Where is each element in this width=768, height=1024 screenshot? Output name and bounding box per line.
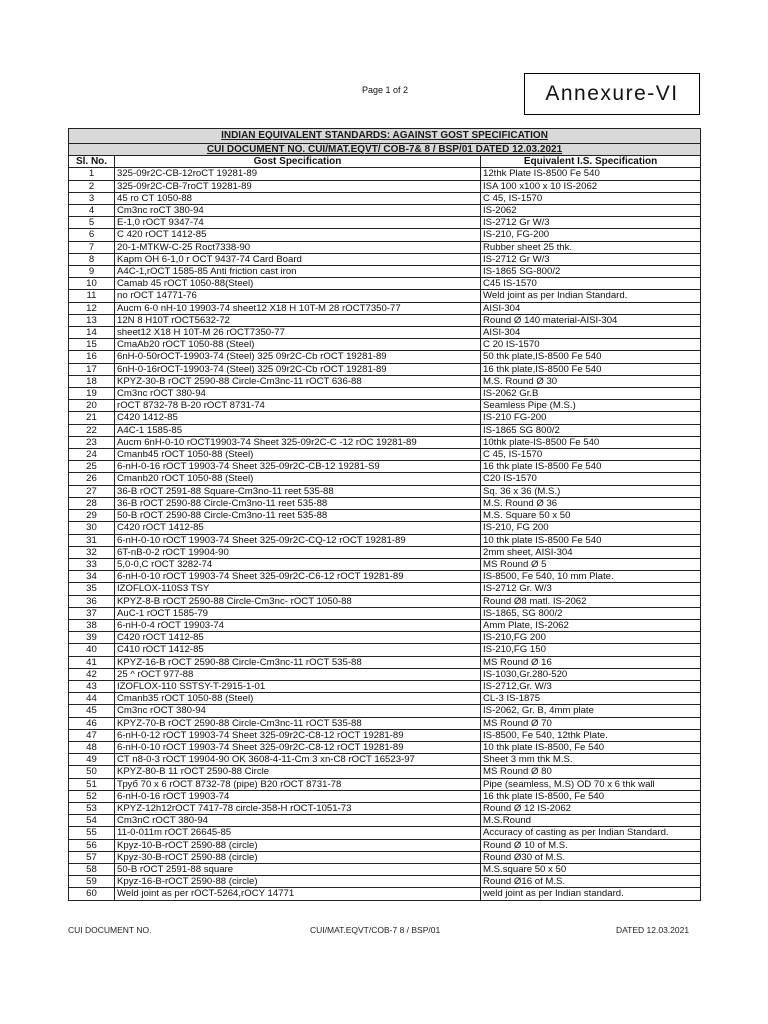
- is-spec-cell: MS Round Ø 16: [481, 656, 701, 668]
- gost-spec-cell: 6T-nB-0-2 rOCT 19904-90: [115, 546, 481, 558]
- sl-no-cell: 6: [69, 229, 115, 241]
- sl-no-cell: 44: [69, 693, 115, 705]
- is-spec-cell: C20 IS-1570: [481, 473, 701, 485]
- sl-no-cell: 37: [69, 607, 115, 619]
- table-row: [69, 668, 701, 680]
- sl-no-cell: 50: [69, 766, 115, 778]
- table-title: INDIAN EQUIVALENT STANDARDS: AGAINST GOST SPECIFICATION: [69, 129, 701, 144]
- sl-no-cell: 19: [69, 388, 115, 400]
- gost-spec-cell: 6-nH-0-10 rOCT 19903-74 Sheet 325-09r2C-CQ-12 rOCT 19281-89: [115, 534, 481, 546]
- sl-no-cell: 2: [69, 180, 115, 192]
- gost-spec-cell: Cmanb20 rOCT 1050-88 (Steel): [115, 473, 481, 485]
- is-spec-cell: ISA 100 x100 x 10 IS-2062: [481, 180, 701, 192]
- header-sl-no: Sl. No.: [69, 156, 115, 168]
- is-spec-cell: Sq. 36 x 36 (M.S.): [481, 485, 701, 497]
- gost-spec-cell: C 420 rOCT 1412-85: [115, 229, 481, 241]
- table-row: [69, 217, 701, 229]
- table-row: [69, 619, 701, 631]
- table-row: [69, 693, 701, 705]
- header-gost-spec: Gost Specification: [115, 156, 481, 168]
- sl-no-cell: 31: [69, 534, 115, 546]
- sl-no-cell: 48: [69, 741, 115, 753]
- table-row: [69, 290, 701, 302]
- sl-no-cell: 57: [69, 851, 115, 863]
- is-spec-cell: 10thk plate-IS-8500 Fe 540: [481, 436, 701, 448]
- sl-no-cell: 8: [69, 253, 115, 265]
- gost-spec-cell: 325-09r2C-CB-7roCT 19281-89: [115, 180, 481, 192]
- gost-spec-cell: 6nH-0-16rOCT-19903-74 (Steel) 325 09r2C-Cb rOCT 19281-89: [115, 363, 481, 375]
- is-spec-cell: 10 thk plate IS-8500 Fe 540: [481, 534, 701, 546]
- is-spec-cell: M.S. Square 50 x 50: [481, 510, 701, 522]
- sl-no-cell: 29: [69, 510, 115, 522]
- table-row: [69, 168, 701, 180]
- is-spec-cell: AISI-304: [481, 302, 701, 314]
- table-row: [69, 241, 701, 253]
- is-spec-cell: IS-1030,Gr.280-520: [481, 668, 701, 680]
- is-spec-cell: 16 thk plate IS-8500 Fe 540: [481, 461, 701, 473]
- table-row: [69, 839, 701, 851]
- sl-no-cell: 14: [69, 327, 115, 339]
- sl-no-cell: 25: [69, 461, 115, 473]
- table-row: [69, 253, 701, 265]
- gost-spec-cell: rOCT 8732-78 B-20 rOCT 8731-74: [115, 400, 481, 412]
- gost-spec-cell: 6-nH-0-10 rOCT 19903-74 Sheet 325-09r2C-C6-12 rOCT 19281-89: [115, 571, 481, 583]
- gost-spec-cell: Cm3nc rOCT 380-94: [115, 705, 481, 717]
- is-spec-cell: IS-210 FG-200: [481, 412, 701, 424]
- gost-spec-cell: 6-nH-0-4 rOCT 19903-74: [115, 619, 481, 631]
- sl-no-cell: 51: [69, 778, 115, 790]
- is-spec-cell: AISI-304: [481, 327, 701, 339]
- gost-spec-cell: 325-09r2C-CB-12roCT 19281-89: [115, 168, 481, 180]
- gost-spec-cell: 36-B rOCT 2590-88 Circle-Cm3no-11 reet 535-88: [115, 497, 481, 509]
- is-spec-cell: C 45, IS-1570: [481, 449, 701, 461]
- gost-spec-cell: IZOFLOX-110S3 TSY: [115, 583, 481, 595]
- table-row: [69, 851, 701, 863]
- is-spec-cell: IS-2062 Gr.B: [481, 388, 701, 400]
- is-spec-cell: Round Ø8 matl. IS-2062: [481, 595, 701, 607]
- sl-no-cell: 4: [69, 205, 115, 217]
- gost-spec-cell: AuC-1 rOCT 1585-79: [115, 607, 481, 619]
- sl-no-cell: 38: [69, 619, 115, 631]
- is-spec-cell: M.S.square 50 x 50: [481, 863, 701, 875]
- table-row: [69, 644, 701, 656]
- is-spec-cell: 16 thk plate,IS-8500 Fe 540: [481, 363, 701, 375]
- page-number: Page 1 of 2: [361, 85, 409, 95]
- table-row: [69, 192, 701, 204]
- table-row: [69, 595, 701, 607]
- sl-no-cell: 49: [69, 754, 115, 766]
- footer-doc-label: CUI DOCUMENT NO.: [68, 925, 152, 935]
- gost-spec-cell: Cm3nc rOCT 380-94: [115, 388, 481, 400]
- is-spec-cell: IS-1865 SG 800/2: [481, 424, 701, 436]
- sl-no-cell: 7: [69, 241, 115, 253]
- gost-spec-cell: 50-B rOCT 2590-88 Circle-Cm3no-11 reet 535-88: [115, 510, 481, 522]
- is-spec-cell: weld joint as per Indian standard.: [481, 888, 701, 900]
- sl-no-cell: 34: [69, 571, 115, 583]
- table-row: [69, 876, 701, 888]
- table-body: [69, 168, 701, 900]
- is-spec-cell: IS-2062: [481, 205, 701, 217]
- gost-spec-cell: Weld joint as per rOCT-5264,rOCY 14771: [115, 888, 481, 900]
- gost-spec-cell: KPYZ-80-B 11 rOCT 2590-88 Circle: [115, 766, 481, 778]
- is-spec-cell: IS-2062, Gr. B, 4mm plate: [481, 705, 701, 717]
- gost-spec-cell: KPYZ-30-B rOCT 2590-88 Circle-Cm3nc-11 rOCT 636-88: [115, 375, 481, 387]
- table-row: [69, 534, 701, 546]
- sl-no-cell: 55: [69, 827, 115, 839]
- table-row: [69, 510, 701, 522]
- is-spec-cell: C 20 IS-1570: [481, 339, 701, 351]
- gost-spec-cell: 6nH-0-50rOCT-19903-74 (Steel) 325 09r2C-Cb rOCT 19281-89: [115, 351, 481, 363]
- gost-spec-cell: Camab 45 rOCT 1050-88(Steel): [115, 278, 481, 290]
- table-row: [69, 461, 701, 473]
- table-row: [69, 278, 701, 290]
- is-spec-cell: Round Ø 10 of M.S.: [481, 839, 701, 851]
- sl-no-cell: 39: [69, 632, 115, 644]
- table-row: [69, 705, 701, 717]
- table-row: [69, 546, 701, 558]
- sl-no-cell: 52: [69, 790, 115, 802]
- gost-spec-cell: 6-nH-0-16 rOCT 19903-74: [115, 790, 481, 802]
- table-row: [69, 314, 701, 326]
- is-spec-cell: Weld joint as per Indian Standard.: [481, 290, 701, 302]
- gost-spec-cell: 6-nH-0-16 rOCT 19903-74 Sheet 325-09r2C-CB-12 19281-S9: [115, 461, 481, 473]
- sl-no-cell: 27: [69, 485, 115, 497]
- table-row: [69, 717, 701, 729]
- table-row: [69, 888, 701, 900]
- is-spec-cell: 10 thk plate IS-8500, Fe 540: [481, 741, 701, 753]
- table-row: [69, 815, 701, 827]
- sl-no-cell: 12: [69, 302, 115, 314]
- sl-no-cell: 9: [69, 266, 115, 278]
- is-spec-cell: Round Ø30 of M.S.: [481, 851, 701, 863]
- sl-no-cell: 56: [69, 839, 115, 851]
- table-row: [69, 802, 701, 814]
- sl-no-cell: 26: [69, 473, 115, 485]
- gost-spec-cell: Cmanb45 rOCT 1050-88 (Steel): [115, 449, 481, 461]
- table-header-row: [69, 156, 701, 168]
- gost-spec-cell: 36-B rOCT 2591-88 Square-Cm3no-11 reet 535-88: [115, 485, 481, 497]
- table-row: [69, 400, 701, 412]
- sl-no-cell: 17: [69, 363, 115, 375]
- sl-no-cell: 41: [69, 656, 115, 668]
- sl-no-cell: 54: [69, 815, 115, 827]
- gost-spec-cell: 45 ro CT 1050-88: [115, 192, 481, 204]
- sl-no-cell: 15: [69, 339, 115, 351]
- sl-no-cell: 42: [69, 668, 115, 680]
- gost-spec-cell: Aucm 6nH-0-10 rOCT19903-74 Sheet 325-09r2C-C -12 rOC 19281-89: [115, 436, 481, 448]
- is-spec-cell: Amm Plate, IS-2062: [481, 619, 701, 631]
- annexure-label: Annexure-VI: [524, 73, 700, 115]
- gost-spec-cell: 12N 8 H10T rOCT5632-72: [115, 314, 481, 326]
- gost-spec-cell: Kpyz-16-B-rOCT 2590-88 (circle): [115, 876, 481, 888]
- footer-doc-number: CUI/MAT.EQVT/COB-7 8 / BSP/01: [310, 925, 441, 935]
- gost-spec-cell: 11-0-011m rOCT 26645-85: [115, 827, 481, 839]
- sl-no-cell: 20: [69, 400, 115, 412]
- is-spec-cell: IS-2712,Gr. W/3: [481, 680, 701, 692]
- gost-spec-cell: Cmanb35 rOCT 1050-88 (Steel): [115, 693, 481, 705]
- table-subtitle: CUI DOCUMENT NO. CUI/MAT.EQVT/ COB-7& 8 / BSP/01 DATED 12.03.2021: [69, 144, 701, 156]
- sl-no-cell: 21: [69, 412, 115, 424]
- is-spec-cell: Round Ø16 of M.S.: [481, 876, 701, 888]
- gost-spec-cell: 20-1-MTKW-C-25 Roct7338-90: [115, 241, 481, 253]
- sl-no-cell: 46: [69, 717, 115, 729]
- gost-spec-cell: Труб 70 x 6 rOCT 8732-78 (pipe) B20 rOCT 8731-78: [115, 778, 481, 790]
- is-spec-cell: IS-1865, SG 800/2: [481, 607, 701, 619]
- is-spec-cell: 12thk Plate IS-8500 Fe 540: [481, 168, 701, 180]
- table-row: [69, 607, 701, 619]
- gost-spec-cell: IZOFLOX-110 SSTSY-T-2915-1-01: [115, 680, 481, 692]
- table-row: [69, 229, 701, 241]
- sl-no-cell: 45: [69, 705, 115, 717]
- table-row: [69, 302, 701, 314]
- table-row: [69, 778, 701, 790]
- sl-no-cell: 58: [69, 863, 115, 875]
- sl-no-cell: 47: [69, 729, 115, 741]
- is-spec-cell: MS Round Ø 5: [481, 558, 701, 570]
- gost-spec-cell: E-1,0 rOCT 9347-74: [115, 217, 481, 229]
- is-spec-cell: IS-8500, Fe 540, 10 mm Plate.: [481, 571, 701, 583]
- sl-no-cell: 18: [69, 375, 115, 387]
- table-row: [69, 863, 701, 875]
- is-spec-cell: 16 thk plate IS-8500, Fe 540: [481, 790, 701, 802]
- is-spec-cell: IS-2712 Gr W/3: [481, 253, 701, 265]
- gost-spec-cell: Cm3nC rOCT 380-94: [115, 815, 481, 827]
- is-spec-cell: IS-8500, Fe 540, 12thk Plate.: [481, 729, 701, 741]
- table-row: [69, 412, 701, 424]
- footer-date: DATED 12.03.2021: [616, 925, 690, 935]
- is-spec-cell: MS Round Ø 80: [481, 766, 701, 778]
- sl-no-cell: 36: [69, 595, 115, 607]
- is-spec-cell: M.S.Round: [481, 815, 701, 827]
- table-row: [69, 449, 701, 461]
- is-spec-cell: IS-2712 Gr W/3: [481, 217, 701, 229]
- sl-no-cell: 60: [69, 888, 115, 900]
- table-row: [69, 388, 701, 400]
- sl-no-cell: 30: [69, 522, 115, 534]
- gost-spec-cell: A4C-1 1585-85: [115, 424, 481, 436]
- is-spec-cell: MS Round Ø 70: [481, 717, 701, 729]
- sl-no-cell: 53: [69, 802, 115, 814]
- sl-no-cell: 3: [69, 192, 115, 204]
- table-row: [69, 375, 701, 387]
- sl-no-cell: 5: [69, 217, 115, 229]
- sl-no-cell: 43: [69, 680, 115, 692]
- table-title-row: [69, 129, 701, 144]
- is-spec-cell: IS-210, FG 200: [481, 522, 701, 534]
- table-row: [69, 583, 701, 595]
- is-spec-cell: Rubber sheet 25 thk.: [481, 241, 701, 253]
- sl-no-cell: 24: [69, 449, 115, 461]
- sl-no-cell: 16: [69, 351, 115, 363]
- gost-spec-cell: sheet12 X18 H 10T-M 26 rOCT7350-77: [115, 327, 481, 339]
- table-row: [69, 485, 701, 497]
- sl-no-cell: 40: [69, 644, 115, 656]
- sl-no-cell: 32: [69, 546, 115, 558]
- gost-spec-cell: C410 rOCT 1412-85: [115, 644, 481, 656]
- sl-no-cell: 28: [69, 497, 115, 509]
- gost-spec-cell: KPYZ-12h12rOCT 7417-78 circle-358-H rOCT-1051-73: [115, 802, 481, 814]
- gost-spec-cell: Kpyz-10-B-rOCT 2590-88 (circle): [115, 839, 481, 851]
- is-spec-cell: C45 IS-1570: [481, 278, 701, 290]
- gost-spec-cell: 25 ^ rOCT 977-88: [115, 668, 481, 680]
- table-row: [69, 754, 701, 766]
- table-row: [69, 656, 701, 668]
- gost-spec-cell: Kapm OH 6-1,0 r OCT 9437-74 Card Board: [115, 253, 481, 265]
- table-subtitle-row: [69, 144, 701, 156]
- gost-spec-cell: CT n8-0-3 rOCT 19904-90 OK 3608-4-11-Cm 3 xn-C8 rOCT 16523-97: [115, 754, 481, 766]
- gost-spec-cell: CmaAb20 rOCT 1050-88 (Steel): [115, 339, 481, 351]
- gost-spec-cell: KPYZ-16-B rOCT 2590-88 Circle-Cm3nc-11 rOCT 535-88: [115, 656, 481, 668]
- sl-no-cell: 23: [69, 436, 115, 448]
- is-spec-cell: IS-210,FG 150: [481, 644, 701, 656]
- header-is-spec: Equivalent I.S. Specification: [481, 156, 701, 168]
- is-spec-cell: IS-210,FG 200: [481, 632, 701, 644]
- sl-no-cell: 1: [69, 168, 115, 180]
- table-row: [69, 327, 701, 339]
- gost-spec-cell: no rOCT 14771-76: [115, 290, 481, 302]
- gost-spec-cell: C420 rOCT 1412-85: [115, 522, 481, 534]
- table-row: [69, 741, 701, 753]
- is-spec-cell: IS-1865 SG-800/2: [481, 266, 701, 278]
- is-spec-cell: Round Ø 140 material-AISI-304: [481, 314, 701, 326]
- table-row: [69, 827, 701, 839]
- gost-spec-cell: C420 1412-85: [115, 412, 481, 424]
- table-row: [69, 571, 701, 583]
- table-row: [69, 424, 701, 436]
- table-row: [69, 766, 701, 778]
- gost-spec-cell: C420 rOCT 1412-85: [115, 632, 481, 644]
- is-spec-cell: C 45, IS-1570: [481, 192, 701, 204]
- table-row: [69, 180, 701, 192]
- table-row: [69, 497, 701, 509]
- sl-no-cell: 33: [69, 558, 115, 570]
- is-spec-cell: Accuracy of casting as per Indian Standard.: [481, 827, 701, 839]
- table-row: [69, 205, 701, 217]
- is-spec-cell: 2mm sheet, AISI-304: [481, 546, 701, 558]
- gost-spec-cell: KPYZ-8-B rOCT 2590-88 Circle-Cm3nc- rOCT 1050-88: [115, 595, 481, 607]
- table-row: [69, 351, 701, 363]
- sl-no-cell: 10: [69, 278, 115, 290]
- is-spec-cell: Pipe (seamless, M.S) OD 70 x 6 thk wall: [481, 778, 701, 790]
- sl-no-cell: 35: [69, 583, 115, 595]
- gost-spec-cell: Cm3nc roCT 380-94: [115, 205, 481, 217]
- table-row: [69, 790, 701, 802]
- is-spec-cell: IS-2712 Gr. W/3: [481, 583, 701, 595]
- is-spec-cell: Round Ø 12 IS-2062: [481, 802, 701, 814]
- table-row: [69, 680, 701, 692]
- is-spec-cell: Sheet 3 mm thk M.S.: [481, 754, 701, 766]
- sl-no-cell: 22: [69, 424, 115, 436]
- table-row: [69, 522, 701, 534]
- table-row: [69, 473, 701, 485]
- gost-spec-cell: 6-nH-0-12 rOCT 19903-74 Sheet 325-09r2C-C8-12 rOCT 19281-89: [115, 729, 481, 741]
- is-spec-cell: Seamless Pipe (M.S.): [481, 400, 701, 412]
- is-spec-cell: M.S. Round Ø 30: [481, 375, 701, 387]
- sl-no-cell: 59: [69, 876, 115, 888]
- is-spec-cell: IS-210, FG-200: [481, 229, 701, 241]
- gost-spec-cell: KPYZ-70-B rOCT 2590-88 Circle-Cm3nc-11 rOCT 535-88: [115, 717, 481, 729]
- is-spec-cell: CL-3 IS-1875: [481, 693, 701, 705]
- table-row: [69, 632, 701, 644]
- gost-spec-cell: 6-nH-0-10 rOCT 19903-74 Sheet 325-09r2C-C8-12 rOCT 19281-89: [115, 741, 481, 753]
- table-row: [69, 436, 701, 448]
- gost-spec-cell: A4C-1,rOCT 1585-85 Anti friction cast iron: [115, 266, 481, 278]
- sl-no-cell: 13: [69, 314, 115, 326]
- gost-spec-cell: Kpyz-30-B-rOCT 2590-88 (circle): [115, 851, 481, 863]
- gost-spec-cell: 50-B rOCT 2591-88 square: [115, 863, 481, 875]
- gost-spec-cell: Aucm 6-0 nH-10 19903-74 sheet12 X18 H 10T-M 28 rOCT7350-77: [115, 302, 481, 314]
- sl-no-cell: 11: [69, 290, 115, 302]
- table-row: [69, 266, 701, 278]
- gost-spec-cell: 5,0-0,C rOCT 3282-74: [115, 558, 481, 570]
- table-row: [69, 729, 701, 741]
- is-spec-cell: M.S. Round Ø 36: [481, 497, 701, 509]
- is-spec-cell: 50 thk plate,IS-8500 Fe 540: [481, 351, 701, 363]
- equivalent-standards-table: [68, 128, 701, 901]
- table-row: [69, 339, 701, 351]
- table-row: [69, 558, 701, 570]
- table-row: [69, 363, 701, 375]
